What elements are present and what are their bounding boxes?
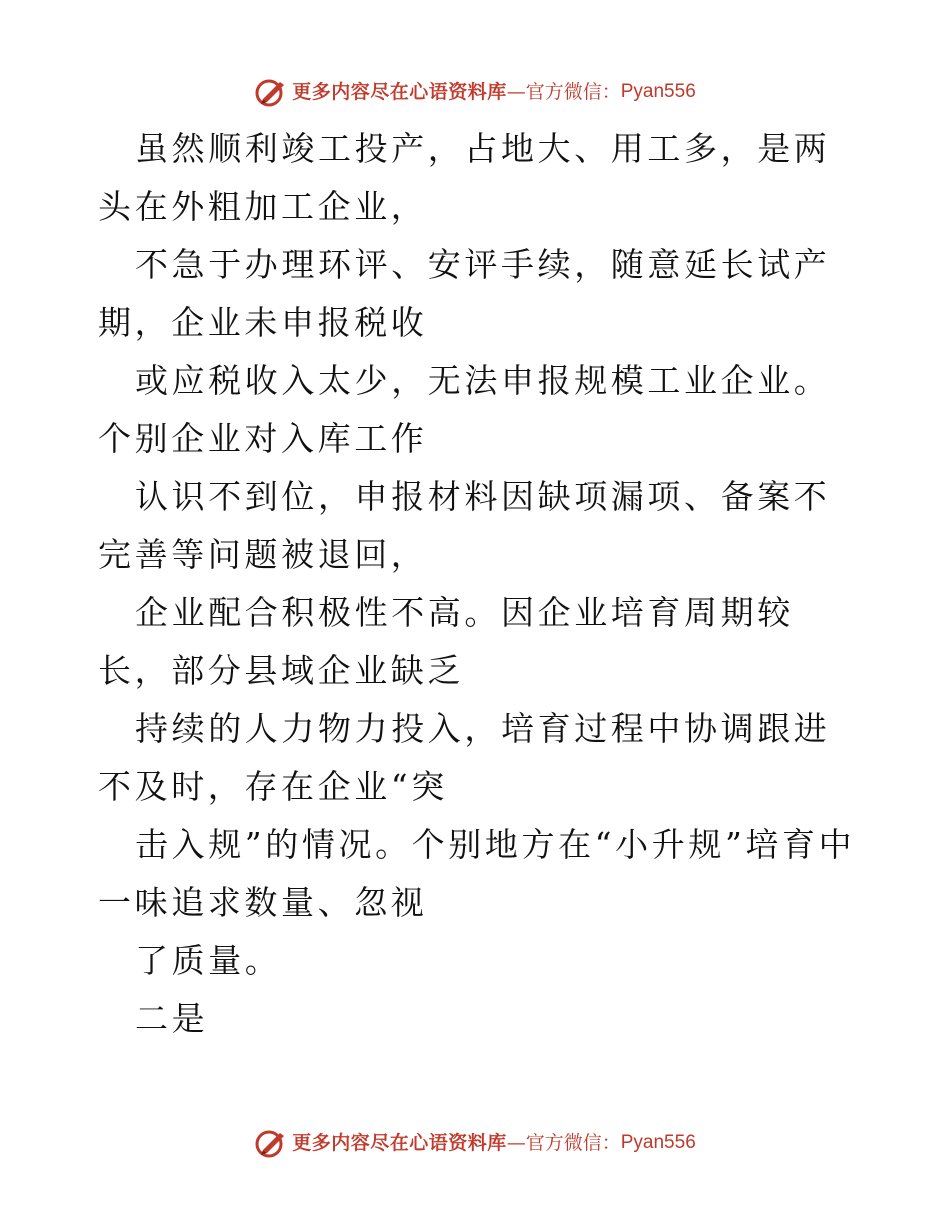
banner-wechat-label: 官方微信： (525, 81, 621, 103)
paragraph: 认识不到位，申报材料因缺项漏项、备案不完善等问题被退回， (98, 477, 831, 574)
banner-wechat-id: Pyan556 (620, 1132, 696, 1153)
banner-separator: — (506, 81, 526, 103)
paragraph: 二是 (135, 999, 209, 1038)
paragraph: 击入规”的情况。个别地方在“小升规”培育中一味追求数量、忽视 (98, 825, 856, 922)
paragraph: 企业配合积极性不高。因企业培育周期较长，部分县域企业缺乏 (98, 593, 794, 690)
paragraph: 不急于办理环评、安评手续，随意延长试产期，企业未申报税收 (98, 245, 831, 342)
paragraph: 持续的人力物力投入，培育过程中协调跟进不及时，存在企业“突 (98, 709, 831, 806)
footer-watermark (0, 1127, 950, 1159)
paragraph: 或应税收入太少，无法申报规模工业企业。个别企业对入库工作 (98, 361, 831, 458)
paragraph: 虽然顺利竣工投产，占地大、用工多，是两头在外粗加工企业， (98, 129, 831, 226)
banner-main-text: 更多内容尽在心语资料库 (292, 81, 507, 103)
banner-wechat-label: 官方微信： (525, 1132, 621, 1154)
document-body (98, 120, 858, 1048)
pen-logo-icon (254, 1127, 288, 1159)
banner-main-text: 更多内容尽在心语资料库 (292, 1132, 507, 1154)
header-watermark (0, 76, 950, 108)
pen-logo-icon (254, 76, 288, 108)
paragraph: 了质量。 (135, 941, 282, 980)
banner-wechat-id: Pyan556 (620, 81, 696, 102)
banner-separator: — (506, 1132, 526, 1154)
